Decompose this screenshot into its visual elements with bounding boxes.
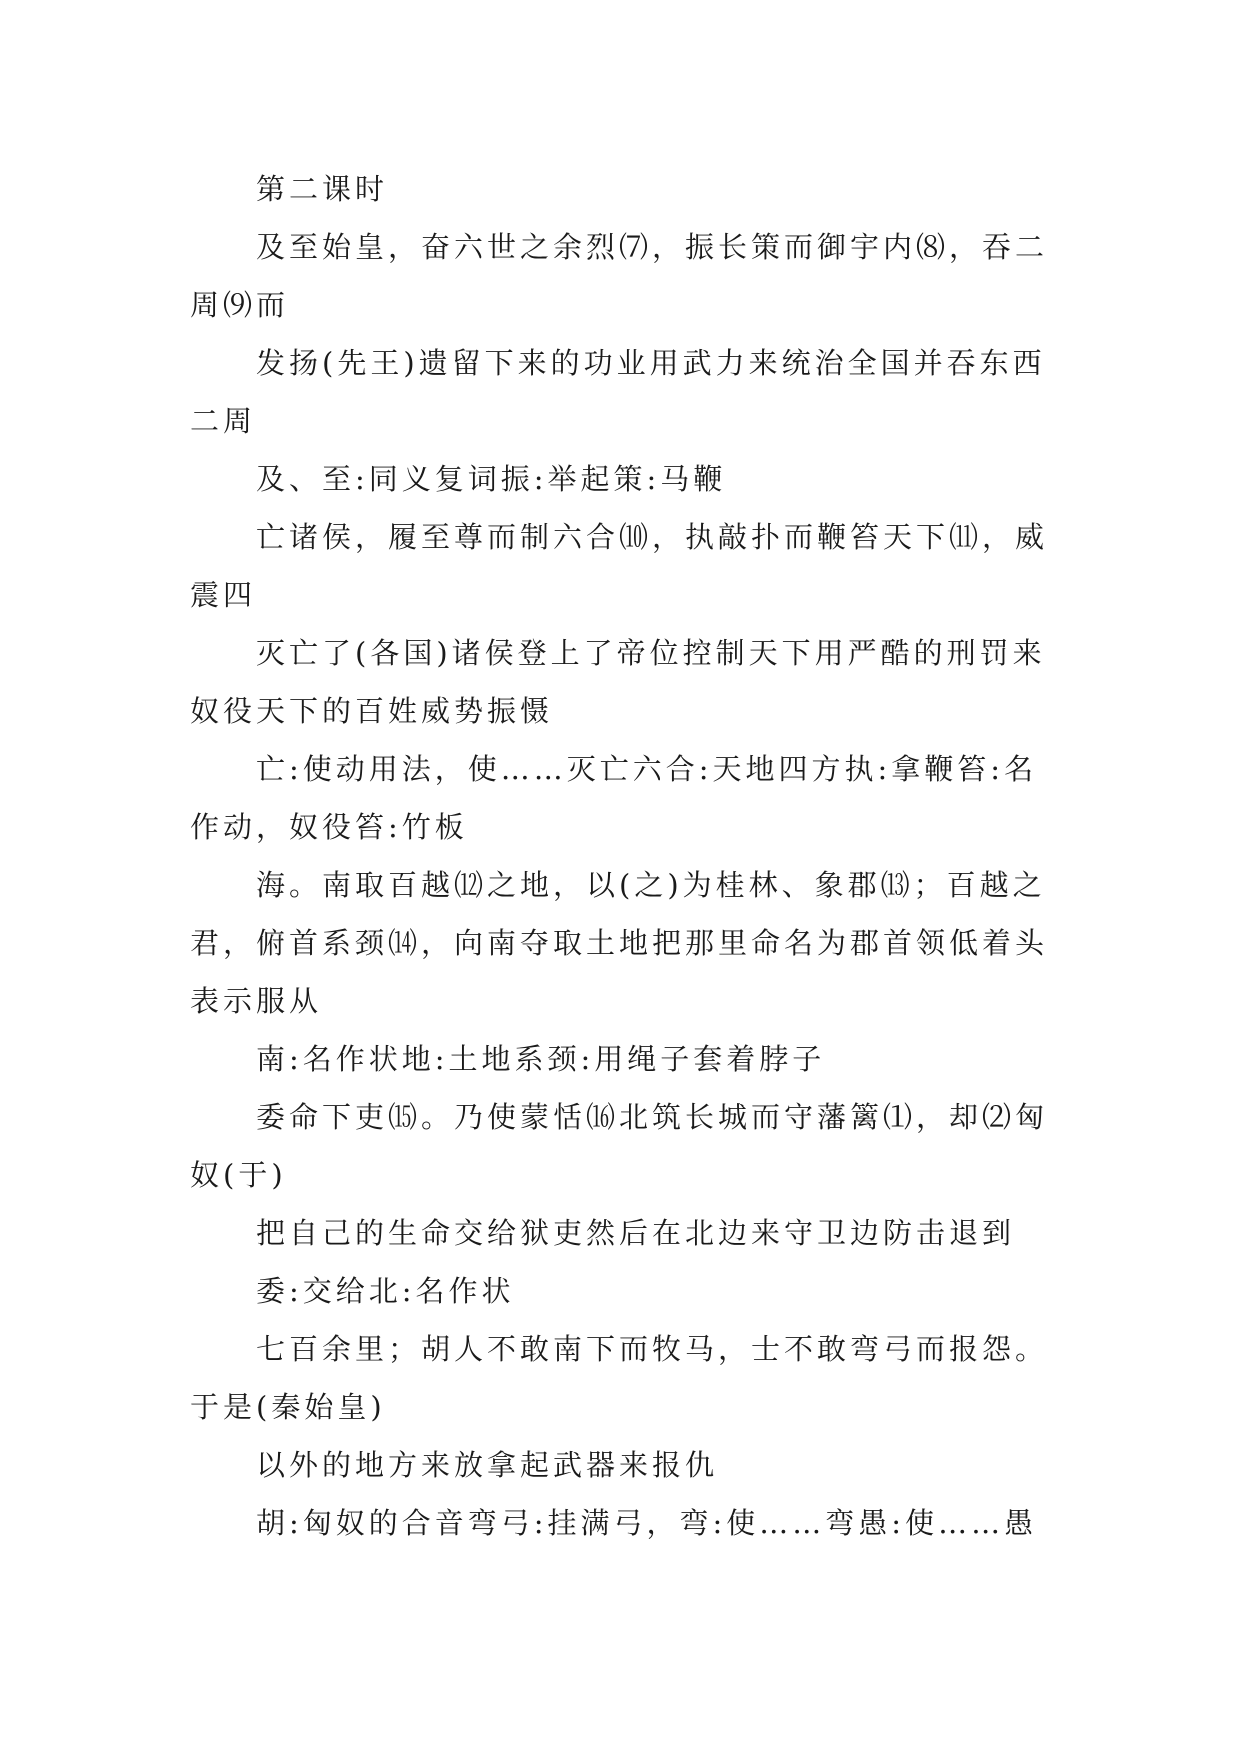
translation-paragraph: 以外的地方来放拿起武器来报仇 (256, 1448, 719, 1482)
translation-paragraph: 灭亡了(各国)诸侯登上了帝位控制天下用严酷的刑罚来奴役天下的百姓威势振慑 (190, 636, 1046, 728)
translation-paragraph: 把自己的生命交给狱吏然后在北边来守卫边防击退到 (256, 1216, 1016, 1250)
annotation-paragraph: 委:交给北:名作状 (256, 1274, 515, 1308)
lesson-heading: 第二课时 (256, 172, 389, 206)
text-paragraph: 委命下吏⒂。乃使蒙恬⒃北筑长城而守藩篱⑴，却⑵匈奴(于) (190, 1100, 1049, 1192)
annotation-paragraph: 胡:匈奴的合音弯弓:挂满弓，弯:使……弯愚:使……愚 (256, 1506, 1038, 1540)
document-body (190, 160, 1050, 1552)
annotation-paragraph: 亡:使动用法，使……灭亡六合:天地四方执:拿鞭笞:名作动，奴役笞:竹板 (190, 752, 1038, 844)
text-paragraph: 亡诸侯，履至尊而制六合⑽，执敲扑而鞭笞天下⑾，威震四 (190, 520, 1049, 612)
text-paragraph: 海。南取百越⑿之地，以(之)为桂林、象郡⒀；百越之君，俯首系颈⒁，向南夺取土地把那里命名为郡首领低着头表示服从 (190, 868, 1049, 1018)
text-paragraph: 及至始皇，奋六世之余烈⑺，振长策而御宇内⑻，吞二周⑼而 (190, 230, 1049, 322)
annotation-paragraph: 南:名作状地:土地系颈:用绳子套着脖子 (256, 1042, 826, 1076)
translation-paragraph: 发扬(先王)遗留下来的功业用武力来统治全国并吞东西二周 (190, 346, 1046, 438)
text-paragraph: 七百余里；胡人不敢南下而牧马，士不敢弯弓而报怨。于是(秦始皇) (190, 1332, 1049, 1424)
annotation-paragraph: 及、至:同义复词振:举起策:马鞭 (256, 462, 727, 496)
